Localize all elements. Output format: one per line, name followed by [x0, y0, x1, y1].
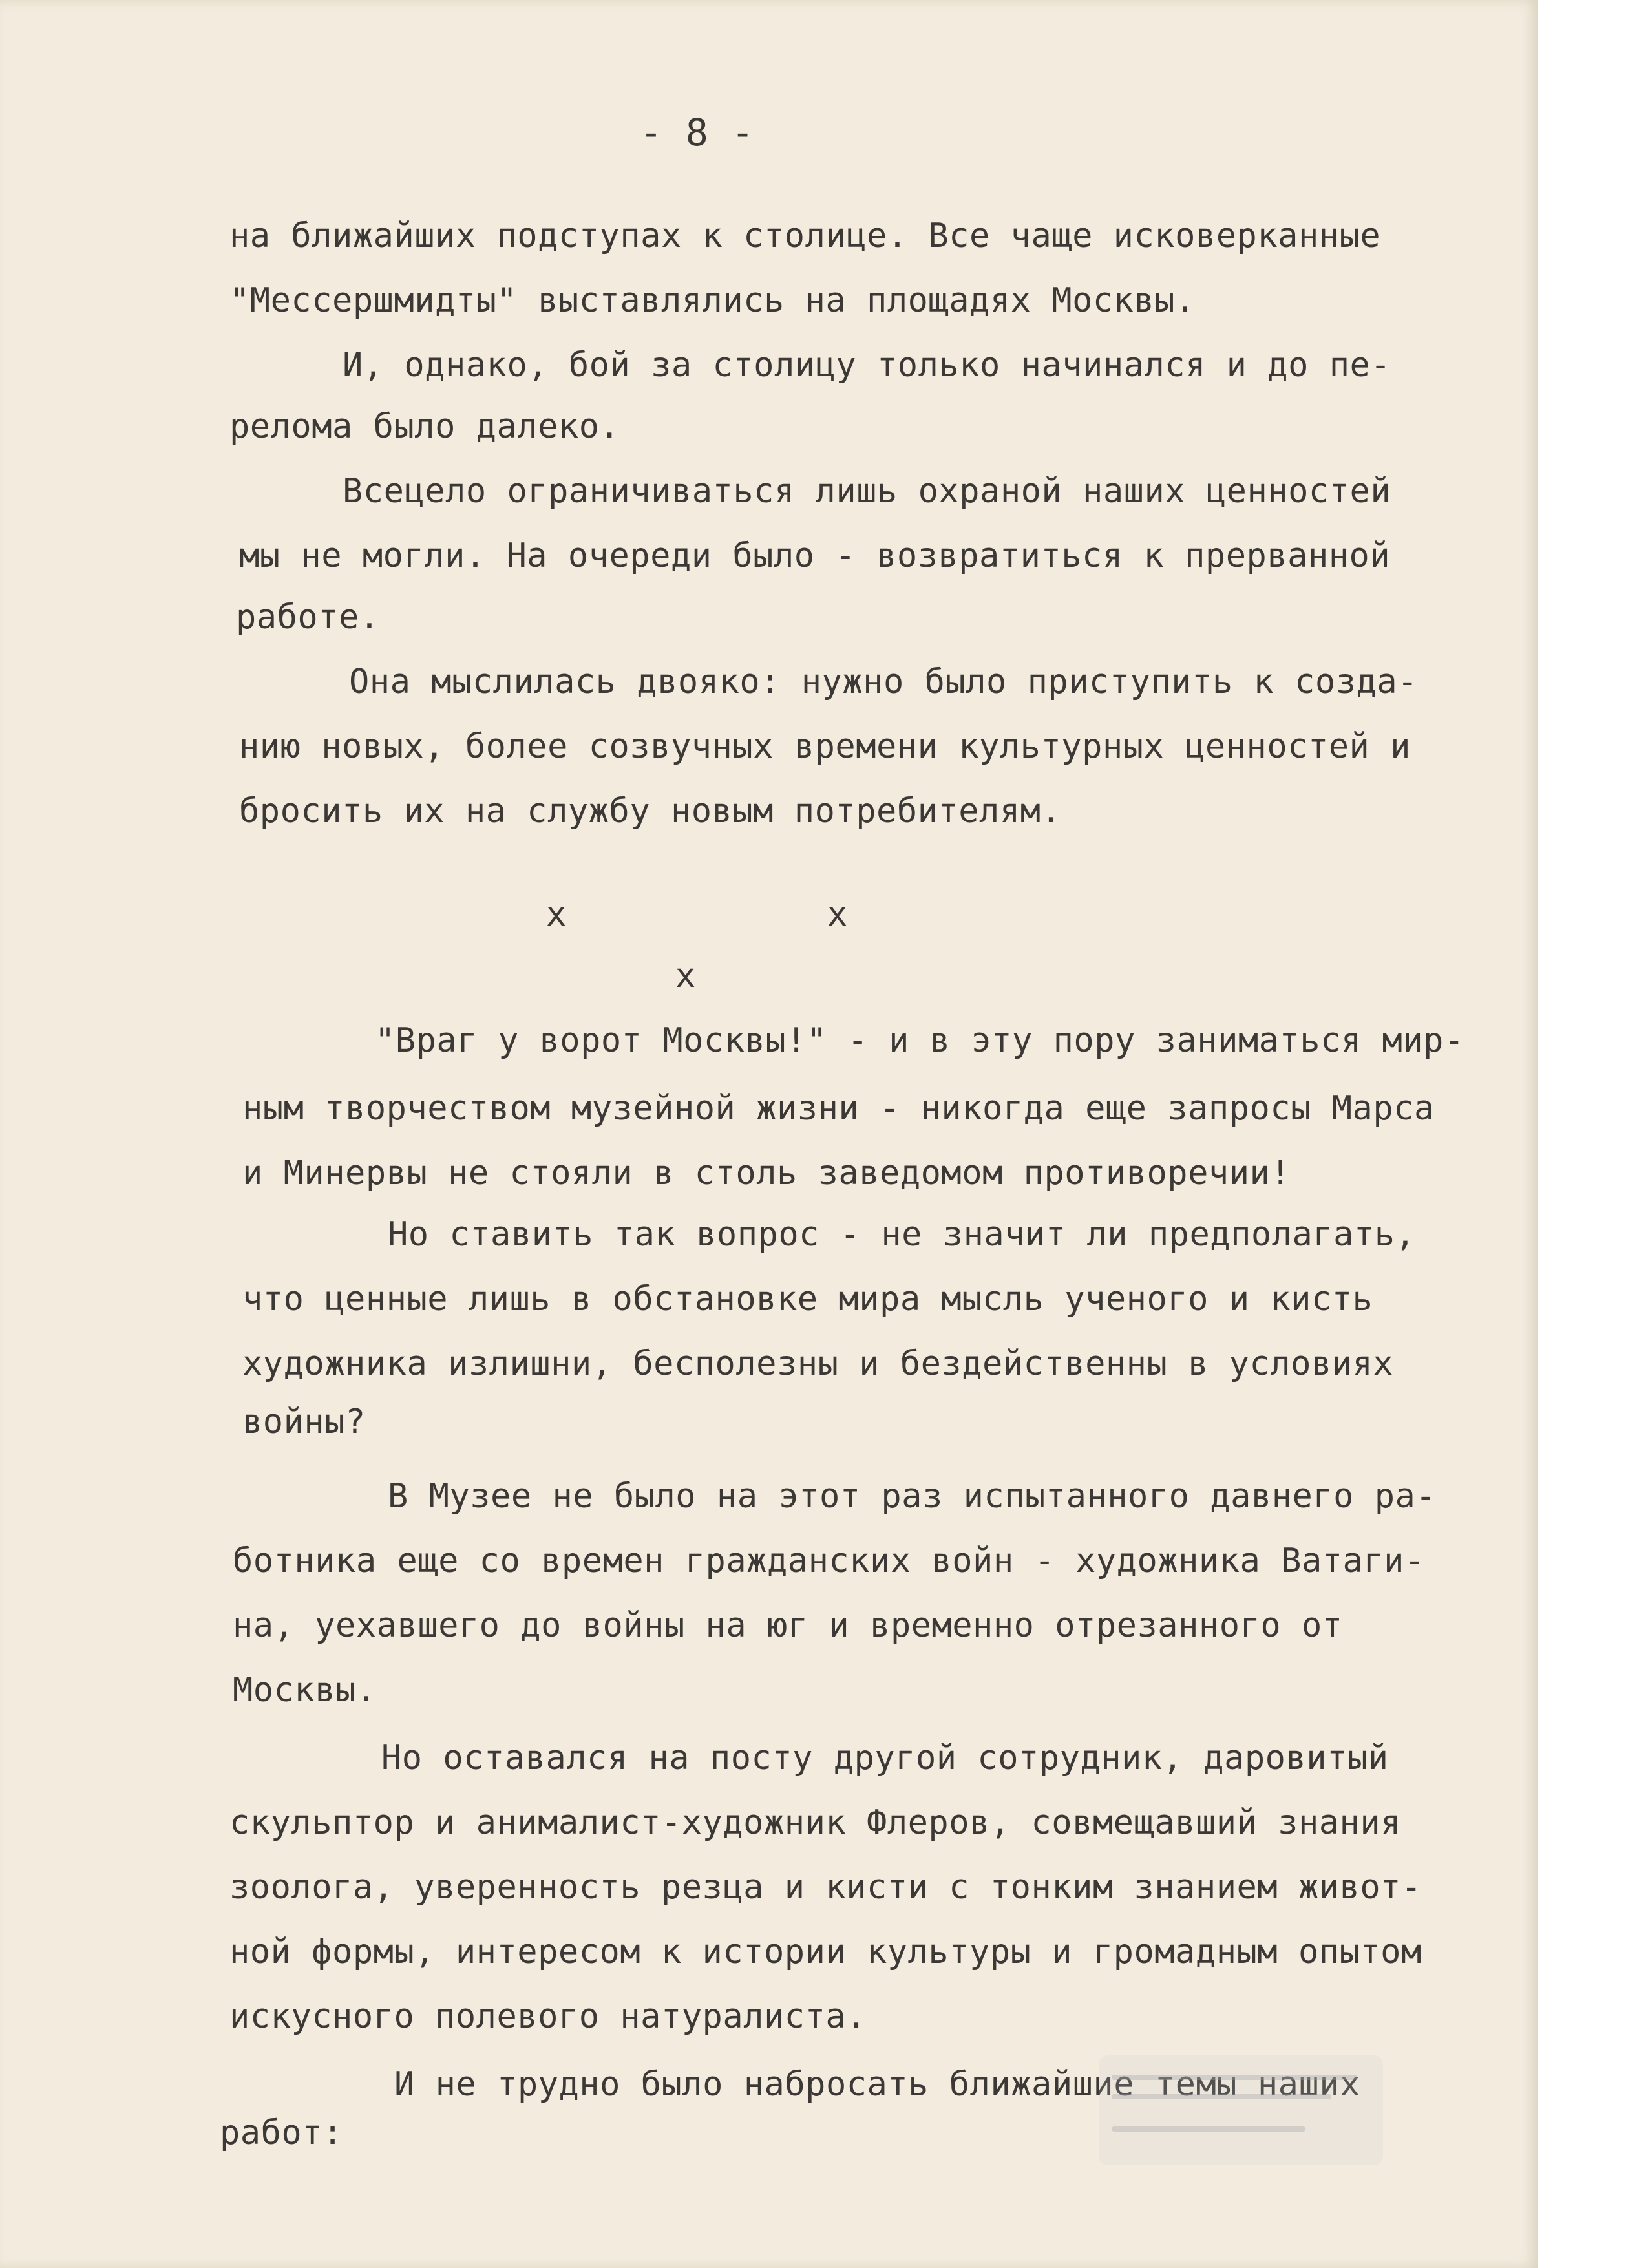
text-line: "Мессершмидты" выставлялись на площадях Москвы. — [229, 281, 1196, 320]
text-line: ботника еще со времен гражданских войн - художника Ватаги- — [233, 1542, 1425, 1580]
text-line: ным творчеством музейной жизни - никогда еще запросы Марса — [242, 1089, 1435, 1128]
text-line: работе. — [236, 598, 380, 637]
text-line: Всецело ограничиваться лишь охраной наших ценностей — [343, 472, 1391, 511]
text-line: И не трудно было набросать ближайшие темы наших — [394, 2065, 1360, 2104]
separator-mark: x — [546, 895, 567, 934]
separator-mark: x — [675, 957, 696, 995]
faded-archive-stamp — [1099, 2055, 1383, 2165]
text-line: на ближайших подступах к столице. Все чаще исковерканные — [229, 217, 1381, 255]
text-line: Москвы. — [233, 1671, 377, 1710]
text-line: релома было далеко. — [229, 407, 620, 446]
text-line: В Музее не было на этот раз испытанного давнего ра- — [388, 1477, 1437, 1516]
text-line: Но оставался на посту другой сотрудник, даровитый — [381, 1739, 1389, 1777]
text-line: войны? — [242, 1403, 366, 1441]
separator-mark: x — [827, 895, 848, 934]
text-line: ной формы, интересом к истории культуры и громадным опытом — [229, 1933, 1422, 1971]
text-line: Но ставить так вопрос - не значит ли предполагать, — [388, 1215, 1416, 1254]
text-line: И, однако, бой за столицу только начинался и до пе- — [343, 346, 1391, 385]
text-line: нию новых, более созвучных времени культурных ценностей и — [239, 727, 1411, 766]
text-line: художника излишни, бесполезны и бездейственны в условиях — [242, 1344, 1394, 1383]
text-line: скульптор и анималист-художник Флеров, совмещавший знания — [229, 1803, 1401, 1842]
text-line: мы не могли. На очереди было - возвратиться к прерванной — [239, 536, 1391, 575]
text-line: зоолога, уверенность резца и кисти с тонким знанием живот- — [229, 1868, 1422, 1907]
text-line: на, уехавшего до войны на юг и временно отрезанного от — [233, 1606, 1343, 1645]
text-line: работ: — [220, 2114, 343, 2152]
text-line: бросить их на службу новым потребителям. — [239, 792, 1062, 831]
page-number: - 8 - — [640, 111, 755, 154]
text-line: "Враг у ворот Москвы!" - и в эту пору заниматься мир- — [375, 1021, 1464, 1060]
text-line: Она мыслилась двояко: нужно было приступить к созда- — [349, 662, 1418, 701]
scan-background-edge — [1538, 0, 1648, 2268]
text-line: искусного полевого натуралиста. — [229, 1997, 867, 2036]
text-line: что ценные лишь в обстановке мира мысль ученого и кисть — [242, 1280, 1373, 1319]
text-line: и Минервы не стояли в столь заведомом противоречии! — [242, 1154, 1291, 1192]
